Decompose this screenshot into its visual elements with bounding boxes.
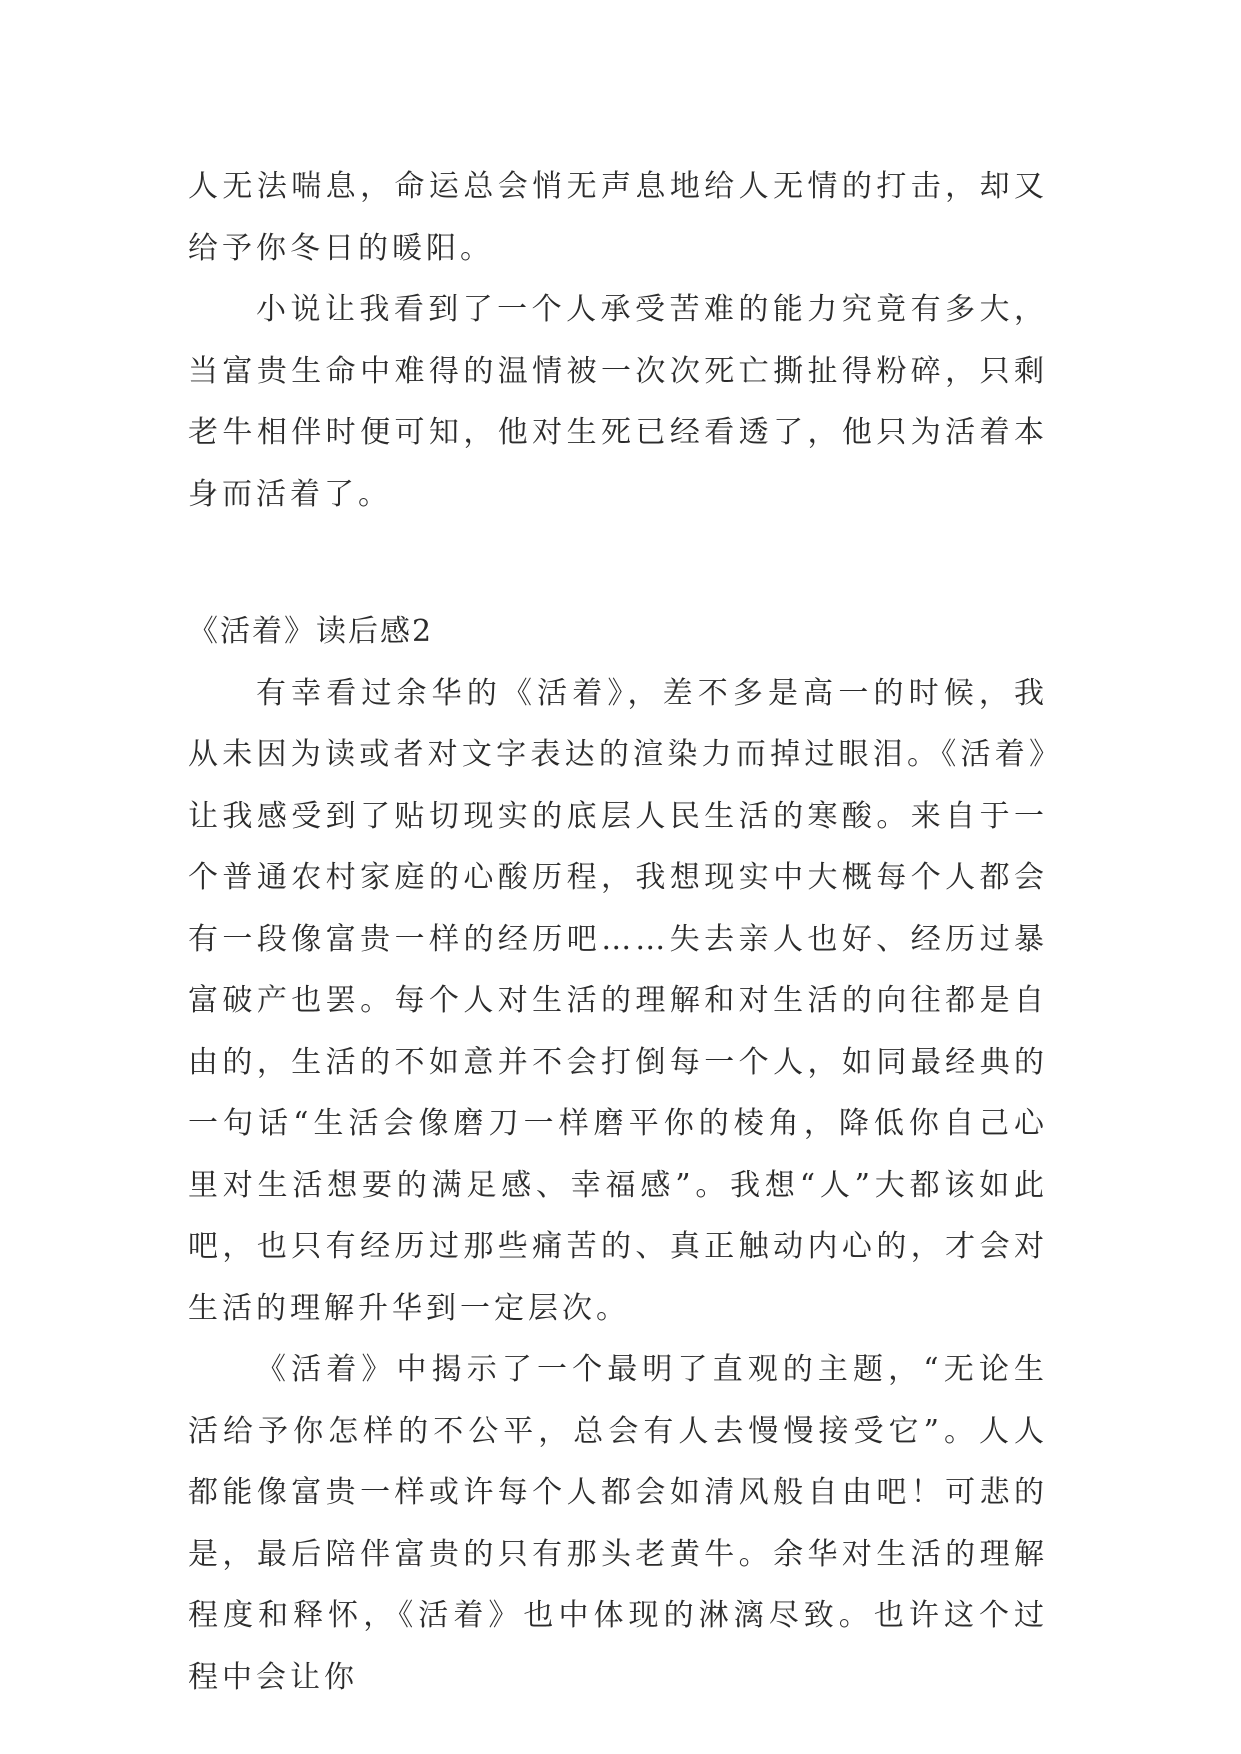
body-paragraph: 有幸看过余华的《活着》，差不多是高一的时候，我从未因为读或者对文字表达的渲染力而掉过眼泪。《活着》让我感受到了贴切现实的底层人民生活的寒酸。来自于一个普通农村家庭的心酸历程，我想现实中大概每个人都会有一段像富贵一样的经历吧……失去亲人也好、经历过暴富破产也罢。每个人对生活的理解和对生活的向往都是自由的，生活的不如意并不会打倒每一个人，如同最经典的一句话“生活会像磨刀一样磨平你的棱角，降低你自己心里对生活想要的满足感、幸福感”。我想“人”大都该如此吧，也只有经历过那些痛苦的、真正触动内心的，才会对生活的理解升华到一定层次。 <box>188 675 1048 1326</box>
document-body <box>188 156 1048 1708</box>
section-heading: 《活着》读后感2 <box>188 614 434 649</box>
continuation-paragraph: 人无法喘息，命运总会悄无声息地给人无情的打击，却又给予你冬日的暖阳。 <box>188 169 1048 266</box>
body-paragraph: 小说让我看到了一个人承受苦难的能力究竟有多大，当富贵生命中难得的温情被一次次死亡撕扯得粉碎，只剩老牛相伴时便可知，他对生死已经看透了，他只为活着本身而活着了。 <box>188 292 1048 512</box>
body-paragraph: 《活着》中揭示了一个最明了直观的主题，“无论生活给予你怎样的不公平，总会有人去慢慢接受它”。人人都能像富贵一样或许每个人都会如清风般自由吧！可悲的是，最后陪伴富贵的只有那头老黄牛。余华对生活的理解程度和释怀，《活着》也中体现的淋漓尽致。也许这个过程中会让你 <box>188 1352 1048 1695</box>
